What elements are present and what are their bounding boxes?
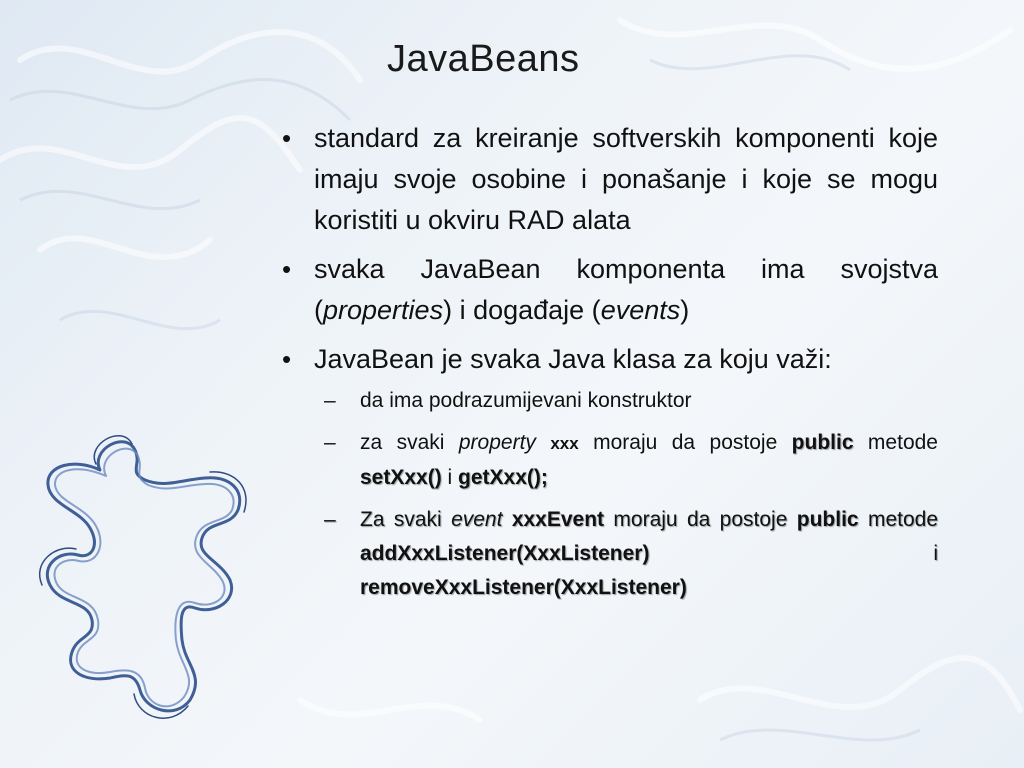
s3-text-1: Za svaki	[360, 508, 452, 531]
add-listener-method: addXxxListener(XxxListener)	[360, 542, 650, 565]
s3-text-2: moraju da postoje	[604, 508, 797, 531]
puzzle-piece-decoration	[30, 410, 260, 730]
property-term: property	[458, 431, 536, 454]
event-term: event	[451, 508, 503, 531]
b2-text-2: ) i događaje (	[443, 295, 601, 325]
s2-text-1: za svaki	[360, 431, 459, 454]
sub-bullet-event-listeners	[282, 503, 938, 605]
s2-text-4: i	[441, 466, 459, 489]
slide-body	[282, 118, 938, 613]
setter-method: setXxx()	[360, 466, 442, 489]
s2-text-2: moraju da postoje	[578, 431, 792, 454]
properties-term: properties	[323, 295, 444, 325]
bullet-properties-events	[282, 249, 938, 331]
s3-text-3: metode	[858, 508, 938, 531]
public-keyword: public	[791, 431, 854, 454]
remove-listener-method: removeXxxListener(XxxListener)	[360, 576, 687, 599]
getter-method: getXxx();	[458, 466, 548, 489]
sub-bullet-list	[282, 384, 938, 605]
s3-text-4: i	[649, 542, 938, 565]
sub-bullet-constructor: – da ima podrazumijevani konstruktor	[282, 384, 938, 418]
xxxevent-term: xxxEvent	[511, 508, 605, 531]
xxx-term: xxx	[550, 434, 579, 453]
s2-text-3: metode	[853, 431, 938, 454]
slide-title: JavaBeans	[387, 38, 580, 80]
b2-text-3: )	[680, 295, 690, 325]
bullet-list	[282, 118, 938, 605]
events-term: events	[600, 295, 681, 325]
b2-text-1: svaka JavaBean komponenta ima svojstva (	[314, 254, 938, 325]
public-keyword-2: public	[796, 508, 859, 531]
bullet-standard: • standard za kreiranje softverskih komponenti koje imaju svoje osobine i ponašanje i koje se mogu koristiti u okviru RAD alata	[282, 118, 938, 241]
b3-text: JavaBean je svaka Java klasa za koju važi:	[314, 344, 832, 374]
bullet-javabean-definition	[282, 339, 938, 605]
sub-bullet-getter-setter	[282, 426, 938, 495]
